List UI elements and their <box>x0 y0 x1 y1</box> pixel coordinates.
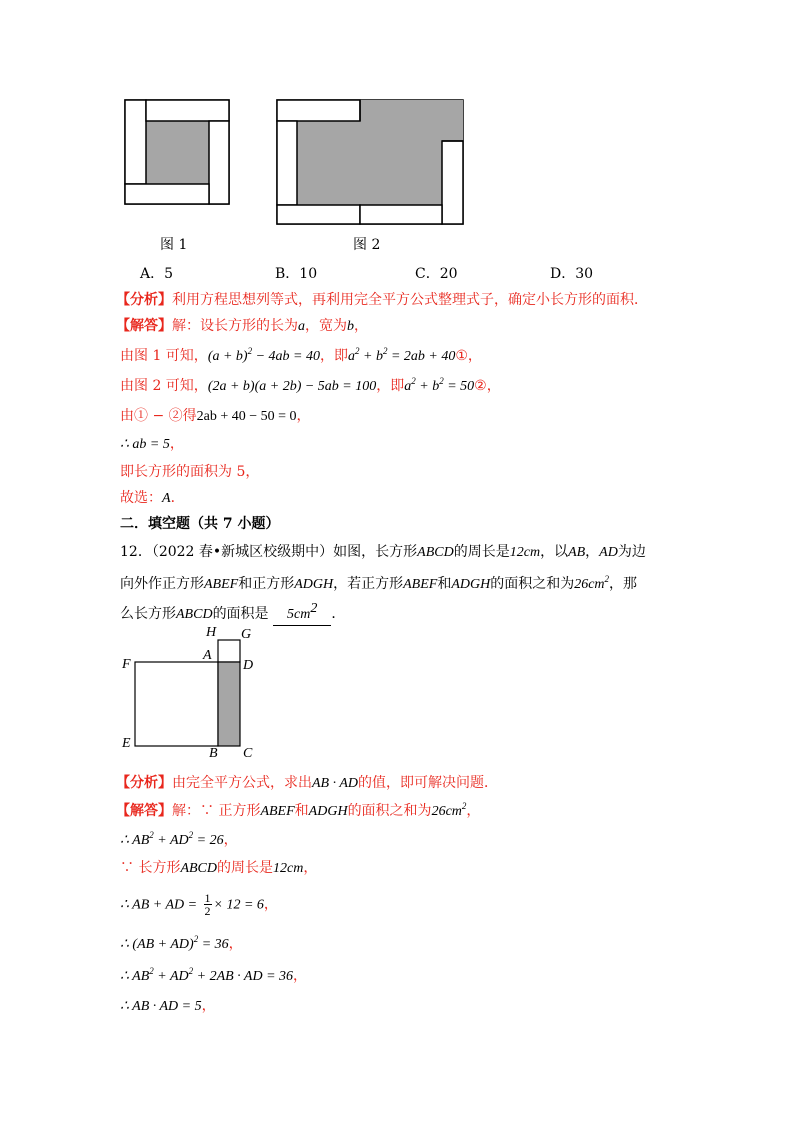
figure-2-caption: 图 2 <box>353 237 381 253</box>
label-d: D <box>243 658 254 673</box>
q12-answer-blank: $5cm^2$ <box>273 604 331 626</box>
q12-answer-line7: ∴ AB · AD = 5， <box>120 998 216 1014</box>
label-c: C <box>243 746 253 761</box>
q11-analysis: 【分析】利用方程思想列等式，再利用完全平方公式整理式子，确定小长方形的面积． <box>116 292 648 308</box>
q12-answer-line5: ∴ (AB + AD)$^2$ = 36， <box>120 934 243 952</box>
option-b: B．10 <box>275 266 318 282</box>
q11-line2: 由图 2 可知，(2a + b)(a + 2b) − 5ab = 100，即$a^2 + b^2$ = 50②， <box>120 376 501 394</box>
q11-line6: 故选：A． <box>120 490 185 506</box>
section-heading: 二．填空题（共 7 小题） <box>120 516 280 532</box>
q12-stem-line1: 12．（2022 春•新城区校级期中）如图，长方形ABCD的周长是12cm，以AB，AD为边 <box>120 544 646 560</box>
option-c: C．20 <box>415 266 458 282</box>
q11-line4: ∴ ab = 5， <box>120 436 184 452</box>
q12-answer-line4: ∴ AB + AD = $\frac{1}{2}$ × 12 = 6， <box>120 891 278 918</box>
q11-answer-intro: 【解答】解：设长方形的长为a，宽为b， <box>116 318 368 334</box>
label-h: H <box>206 625 217 640</box>
label-f: F <box>122 657 131 672</box>
option-d: D．30 <box>550 266 594 282</box>
q11-line3: 由① − ②得2ab + 40 − 50 = 0， <box>120 408 311 424</box>
figure-1-caption: 图 1 <box>160 237 188 253</box>
q12-answer-line3: ∵ 长方形ABCD的周长是12cm， <box>120 860 318 876</box>
q12-answer-line2: ∴ $AB^2 + AD^2 = 26$， <box>120 830 238 848</box>
q11-line5: 即长方形的面积为 5， <box>120 464 260 480</box>
label-a: A <box>203 648 212 663</box>
q12-answer-line6: ∴ $AB^2 + AD^2 + 2AB$ · AD = 36， <box>120 966 308 984</box>
q12-stem-line2: 向外作正方形ABEF和正方形ADGH，若正方形ABEF和ADGH的面积之和为$26cm^2$，那 <box>120 574 638 592</box>
q11-line1: 由图 1 可知，$(a + b)^2 - 4ab = 40$，即$a^2 + b^2 = 2ab$ + 40①， <box>120 346 482 364</box>
q12-stem-line3: 么长方形ABCD的面积是 $5cm^2$ ． <box>120 604 345 626</box>
q12-analysis: 【分析】由完全平方公式，求出AB · AD的值，即可解决问题． <box>116 775 499 791</box>
label-g: G <box>241 627 252 642</box>
label-e: E <box>122 736 131 751</box>
q12-answer-line1: 【解答】解：∵ 正方形ABEF和ADGH的面积之和为$26cm^2$， <box>116 801 481 819</box>
label-b: B <box>209 746 218 761</box>
option-a: A．5 <box>140 266 174 282</box>
